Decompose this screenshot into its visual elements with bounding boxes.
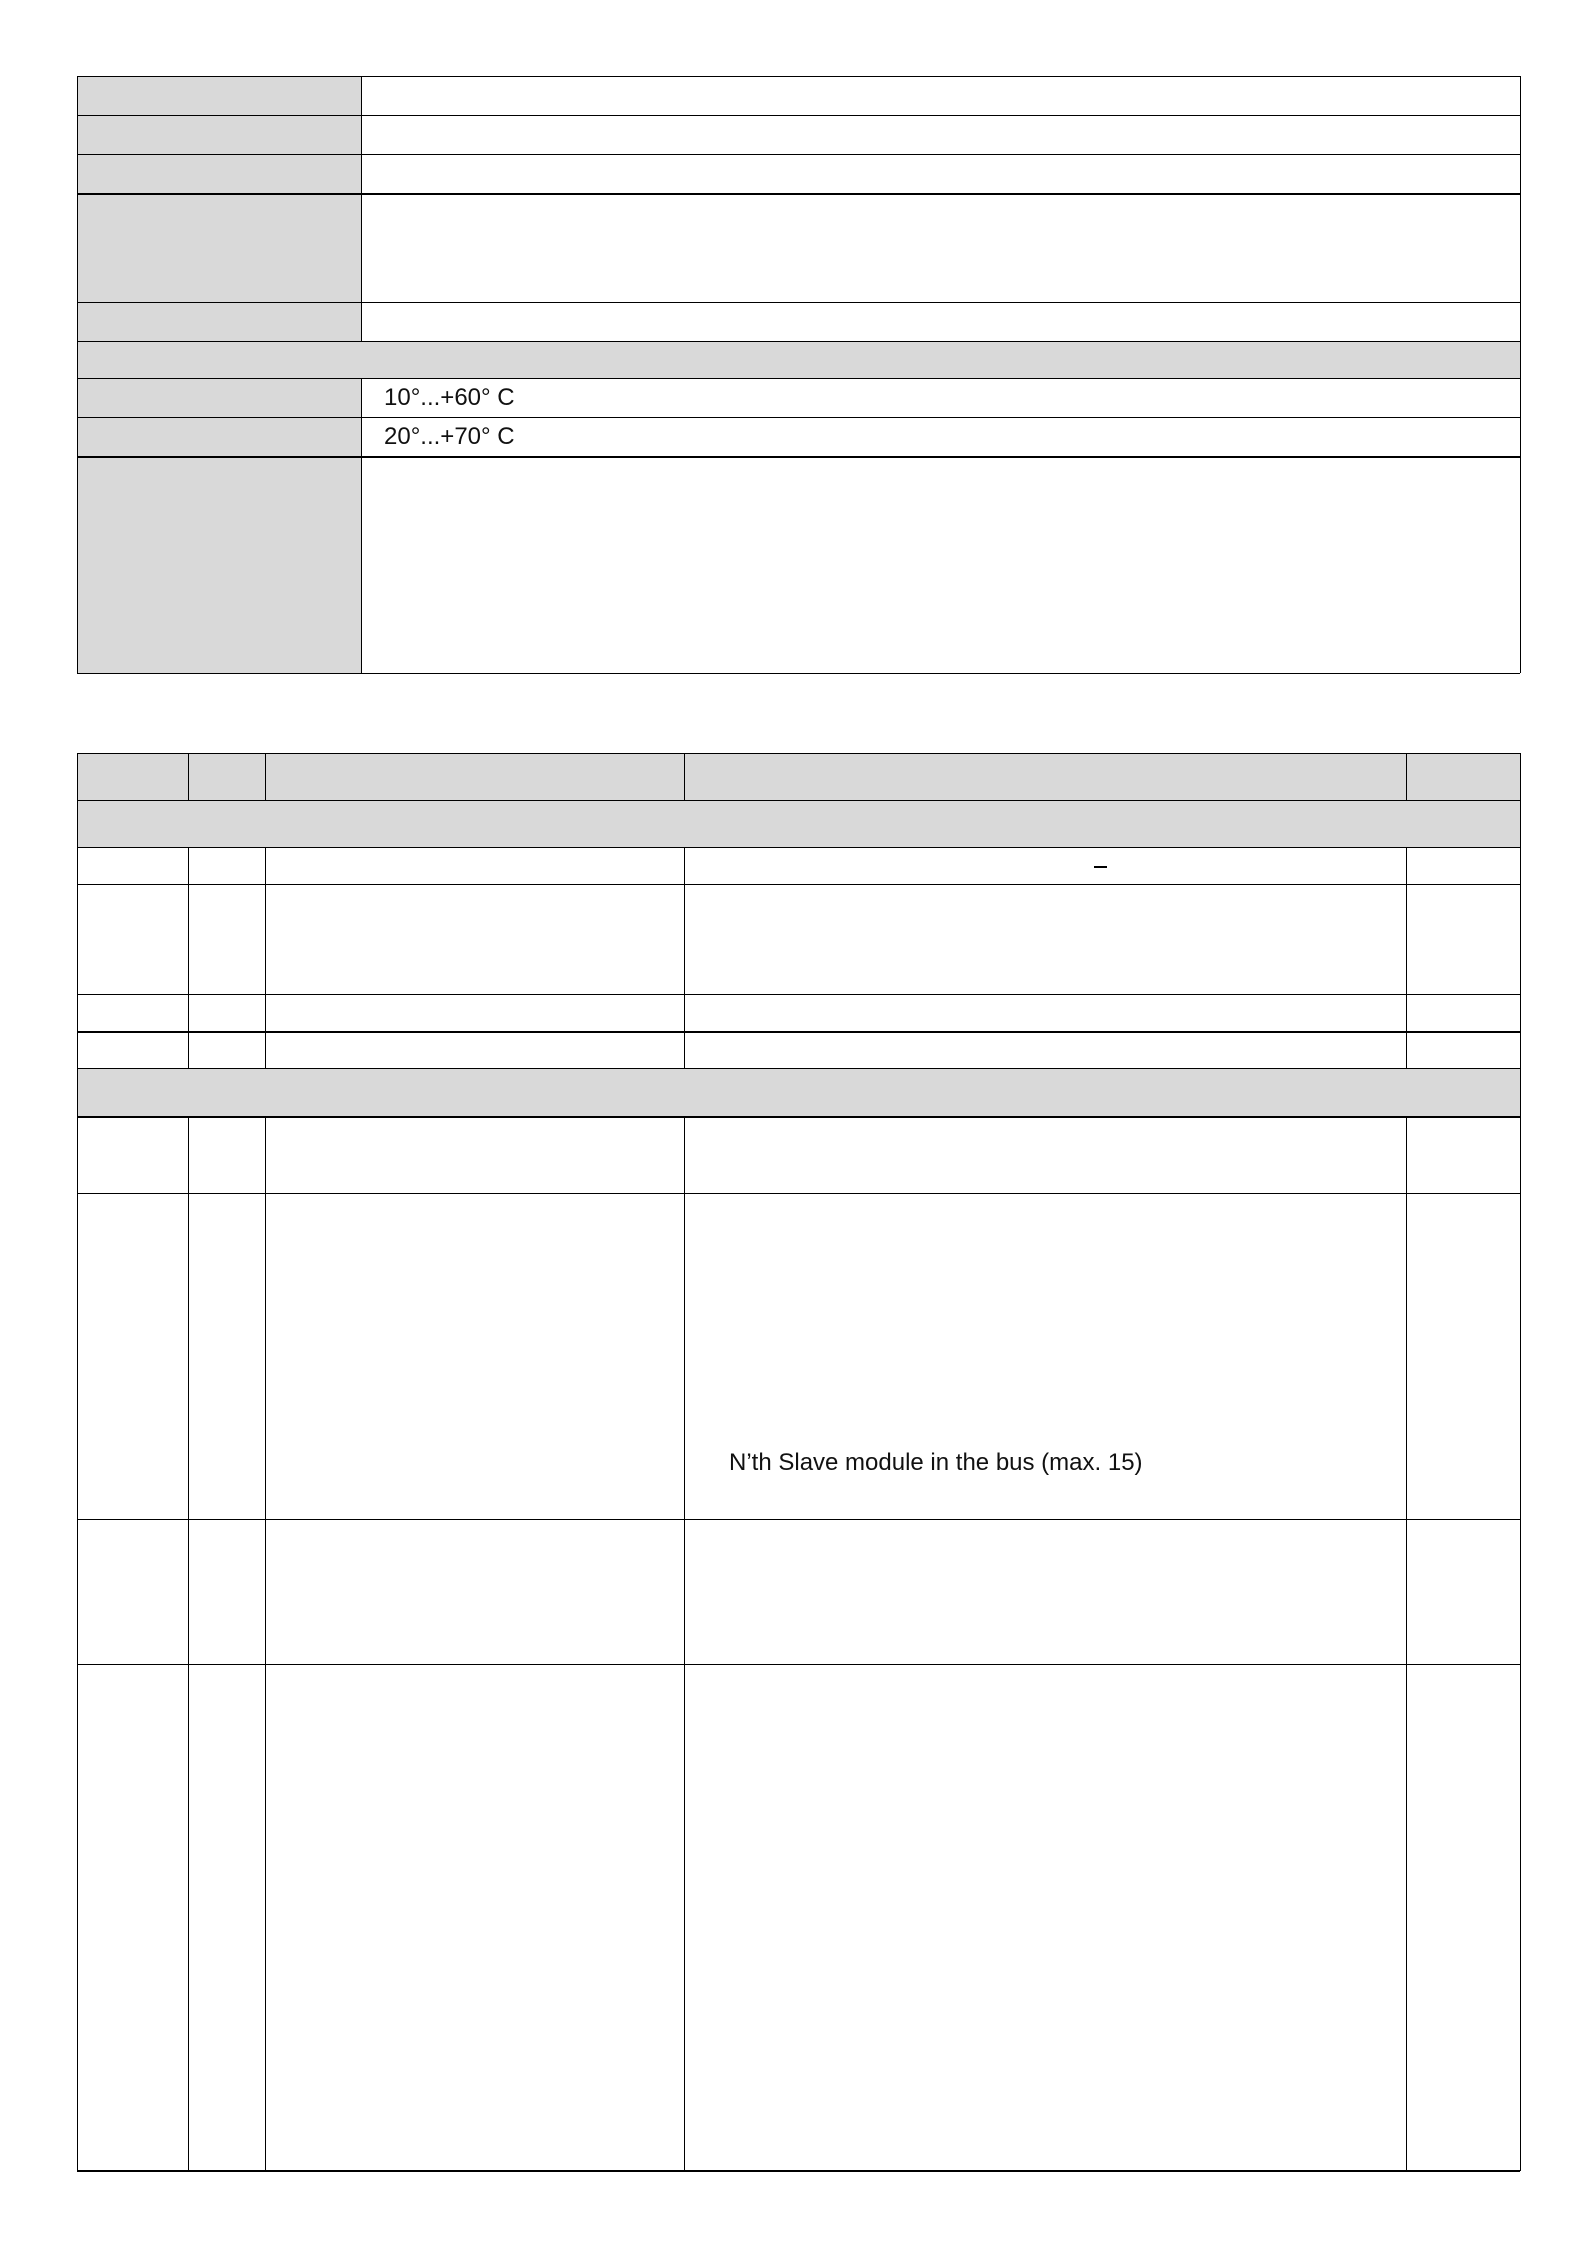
spec-table: [0, 0, 1588, 700]
register-header-row: [77, 753, 1520, 800]
register-section-row-1: [77, 800, 1520, 847]
register-table: [0, 700, 1588, 2245]
register-section-row-2: [77, 1068, 1520, 1116]
slave-module-note: N’th Slave module in the bus (max. 15): [729, 1449, 1143, 1476]
spec-section-row: [77, 341, 1520, 378]
dash-mark: [1094, 866, 1107, 868]
operating-temperature-value: 10°...+60° C: [384, 384, 515, 411]
storage-temperature-value: 20°...+70° C: [384, 423, 515, 450]
